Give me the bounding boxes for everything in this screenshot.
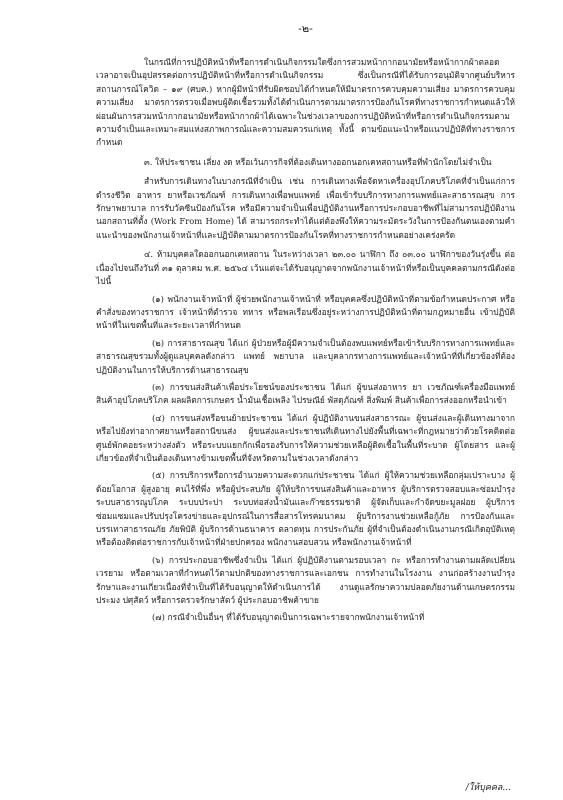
- paragraph-mask-exemption: ในกรณีที่การปฏิบัติหน้าที่หรือการดำเนินกิจกรรมใดซึ่งการสวมหน้ากากอนามัยหรือหน้ากากผ้าตลอดเวลาอาจเป็นอุปสรรคต่อการปฏิบัติหน้าที่หรือการดำเนินกิจกรรม ซึ่งเป็นกรณีที่ได้รับการอนุมัติจากศูนย์บริหารสถานการณ์โควิด – ๑๙ (ศบค.) หากผู้มีหน้าที่รับผิดชอบได้กำหนดให้มีมาตรการควบคุมความเสี่ยง มาตรการควบคุมความเสี่ยง มาตรการตรวจเมื่อพบผู้ติดเชื้อรวมทั้งได้ดำเนินการตามมาตรการป้องกันโรคที่ทางราชการกำหนดแล้วให้ผ่อนผันการสวมหน้ากากอนามัยหรือหน้ากากผ้าได้เฉพาะในช่วงเวลาของการปฏิบัติหน้าที่หรือการดำเนินกิจกรรมตามความจำเป็นและเหมาะสมแห่งสภาพการณ์และความสมควรแก่เหตุ ทั้งนี้ ตามข้อแนะนำหรือแนวปฏิบัติที่ทางราชการกำหนด: [96, 57, 515, 148]
- paragraph-subitem-7: (๗) กรณีจำเป็นอื่นๆ ที่ได้รับอนุญาตเป็นการเฉพาะรายจากพนักงานเจ้าหน้าที่: [152, 612, 425, 623]
- paragraph-subitem-5: (๕) การบริการหรือการอำนวยความสะดวกแก่ประชาชน ได้แก่ ผู้ให้ความช่วยเหลือกลุ่มเปราะบาง ผู้ด้อยโอกาส ผู้สูงอายุ คนไร้ที่พึ่ง หรือผู้ประสบภัย ผู้ให้บริการขนส่งสินค้าและอาหาร ผู้บริการตรวจสอบและซ่อมบำรุงระบบสาธารณูปโภค ระบบประปา ระบบท่อส่งน้ำมันและก๊าซธรรมชาติ ผู้จัดเก็บและกำจัดขยะมูลฝอย ผู้บริการซ่อมแซมและปรับปรุงโครงข่ายและอุปกรณ์ในการสื่อสารโทรคมนาคม ผู้บริการงานช่วยเหลือกู้ภัย การป้องกันและบรรเทาสาธารณภัย ภัยพิบัติ ผู้บริการด้านธนาคาร ตลาดทุน การประกันภัย ผู้ที่จำเป็นต้องดำเนินงานกรณีเกิดอุบัติเหตุ หรือต้องติดต่อราชการกับเจ้าหน้าที่ฝ่ายปกครอง พนักงานสอบสวน หรือพนักงานเจ้าหน้าที่: [96, 470, 515, 548]
- paragraph-item-4: ๔. ห้ามบุคคลใดออกนอกเคหสถาน ในระหว่างเวลา ๒๓.๐๐ นาฬิกา ถึง ๐๓.๐๐ นาฬิกาของวันรุ่งขึ้น ต่อเนื่องไปจนถึงวันที่ ๓๑ ตุลาคม พ.ศ. ๒๕๖๔ เว้นแต่จะได้รับอนุญาตจากพนักงานเจ้าหน้าที่หรือเป็นบุคคลตามกรณีดังต่อไปนี้: [96, 249, 515, 287]
- paragraph-subitem-2: (๒) การสาธารณสุข ได้แก่ ผู้ป่วยหรือผู้มีความจำเป็นต้องพบแพทย์หรือเข้ารับบริการทางการแพทย์และสาธารณสุขรวมทั้งผู้ดูแลบุคคลดังกล่าว แพทย์ พยาบาล และบุคลากรทางการแพทย์และเจ้าหน้าที่ที่เกี่ยวข้องที่ต้องปฏิบัติงานในการให้บริการด้านสาธารณสุข: [96, 337, 515, 375]
- paragraph-item-3: ๓. ให้ประชาชน เลี่ยง งด หรือเว้นการกิจที่ต้องเดินทางออกนอกเคหสถานหรือที่พำนักโดยไม่จำเป็น: [144, 156, 492, 167]
- paragraph-subitem-1: (๑) พนักงานเจ้าหน้าที่ ผู้ช่วยพนักงานเจ้าหน้าที่ หรือบุคคลซึ่งปฏิบัติหน้าที่ตามข้อกำหนดประกาศ หรือคำสั่งของทางราชการ เจ้าหน้าที่ตำรวจ ทหาร หรือพลเรือนซึ่งอยู่ระหว่างการปฏิบัติหน้าที่ตามกฎหมายอื่น เข้าปฏิบัติหน้าที่ในเขตพื้นที่และระยะเวลาที่กำหนด: [96, 293, 515, 331]
- paragraph-subitem-6: (๖) การประกอบอาชีพซึ่งจำเป็น ได้แก่ ผู้ปฏิบัติงานตามรอบเวลา กะ หรือการทำงานตามผลัดเปลี่ยนเวรยาม หรือตามเวลาที่กำหนดไว้ตามปกติของทางราชการและเอกชน การทำงานในโรงงาน งานก่อสร้างงานบำรุงรักษาและงานเกี่ยวเนื่องที่จำเป็นที่ได้รับอนุญาตให้ดำเนินการได้ งานดูแลรักษาความปลอดภัยงานด้านเกษตรกรรม ประมง ปศุสัตว์ หรือการตรวจรักษาสัตว์ ผู้ประกอบอาชีพค้าขาย: [96, 554, 515, 606]
- continuation-marker: /ให้บุคคล...: [465, 783, 511, 793]
- paragraph-item-3-detail: สำหรับการเดินทางในบางกรณีที่จำเป็น เช่น การเดินทางเพื่อจัดหาเครื่องอุปโภคบริโภคที่จำเป็นแก่การดำรงชีวิต อาหาร ยาหรือเวชภัณฑ์ การเดินทางเพื่อพบแพทย์ เพื่อเข้ารับบริการทางการแพทย์และสาธารณสุข การรักษาพยาบาล การรับวัคซีนป้องกันโรค หรือมีความจำเป็นเพื่อปฏิบัติงานหรือการประกอบอาชีพที่ไม่สามารถปฏิบัติงานนอกสถานที่ตั้ง (Work From Home) ได้ สามารถกระทำได้แต่ต้องพึงให้ความระมัดระวังในการป้องกันตนเองตามคำแนะนำของพนักงานเจ้าหน้าที่และปฏิบัติตามมาตรการป้องกันโรคที่ทางราชการกำหนดอย่างเคร่งครัด: [96, 176, 515, 240]
- paragraph-subitem-4: (๔) การขนส่งหรือขนย้ายประชาชน ได้แก่ ผู้ปฏิบัติงานขนส่งสาธารณะ ผู้ขนส่งและผู้เดินทางมาจากหรือไปยังท่าอากาศยานหรือสถานีขนส่ง ผู้ขนส่งและประชาชนที่เดินทางไปยังพื้นที่เฉพาะที่กฎหมายว่าด้วยโรคติดต่อ ศูนย์พักคอยระหว่างส่งตัว หรือระบบแยกกักเพื่อรองรับการให้ความช่วยเหลือผู้ติดเชื้อในพื้นที่ระบาด ผู้โดยสาร และผู้เกี่ยวข้องที่จำเป็นต้องเดินทางข้ามเขตพื้นที่จังหวัดตามในช่วงเวลาดังกล่าว: [96, 412, 515, 463]
- page-number: -๒-: [298, 22, 313, 35]
- paragraph-subitem-3: (๓) การขนส่งสินค้าเพื่อประโยชน์ของประชาชน ได้แก่ ผู้ขนส่งอาหาร ยา เวชภัณฑ์เครื่องมือแพทย์ สินค้าอุปโภคบริโภค ผลผลิตการเกษตร น้ำมันเชื้อเพลิง ไปรษณีย์ พัสดุภัณฑ์ สิ่งพิมพ์ สินค้าเพื่อการส่งออกหรือนำเข้า: [96, 381, 515, 406]
